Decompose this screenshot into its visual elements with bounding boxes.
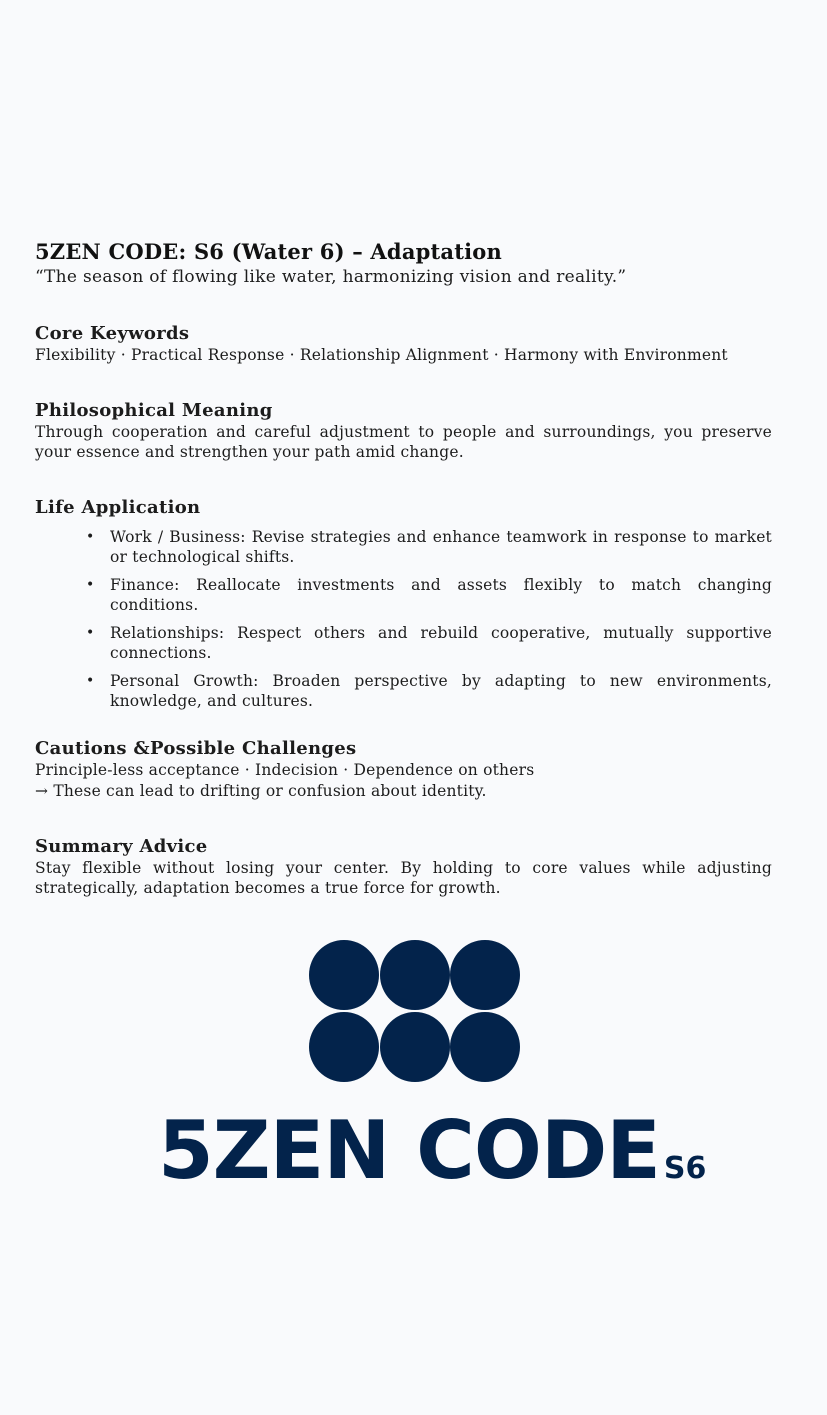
section-core-keywords — [35, 322, 772, 365]
list-item — [86, 623, 772, 663]
list-item — [86, 671, 772, 711]
section-cautions — [35, 737, 772, 801]
page-quote: “The season of flowing like water, harmonizing vision and reality.” — [35, 267, 627, 287]
list-item-text: Work / Business: Revise strategies and enhance teamwork in response to market or technological shifts. — [110, 528, 772, 566]
section-heading: Cautions &Possible Challenges — [35, 738, 357, 759]
logo-dots-icon — [309, 938, 521, 1082]
cautions-note-text: → These can lead to drifting or confusion about identity. — [35, 782, 487, 800]
brand-logo — [0, 938, 827, 1218]
logo-dot — [309, 940, 379, 1010]
logo-code-text: S6 — [663, 1151, 707, 1186]
logo-dot — [380, 1012, 450, 1082]
list-item — [86, 527, 772, 567]
list-item-text: Relationships: Respect others and rebuild cooperative, mutually supportive connections. — [110, 624, 772, 662]
logo-wordmark-text: 5ZEN CODE — [158, 1104, 660, 1197]
summary-text: Stay flexible without losing your center. By holding to core values while adjusting strategically, adaptation becomes a true force for growth. — [35, 859, 772, 897]
section-heading: Core Keywords — [35, 323, 190, 344]
logo-dot — [450, 1012, 520, 1082]
page-title: 5ZEN CODE: S6 (Water 6) – Adaptation — [35, 239, 502, 264]
bullet-icon: • — [86, 577, 95, 593]
bullet-icon: • — [86, 529, 95, 545]
document-content — [35, 238, 772, 898]
bullet-icon: • — [86, 625, 95, 641]
list-item — [86, 575, 772, 615]
application-list — [35, 527, 772, 711]
section-philosophical-meaning — [35, 399, 772, 462]
section-summary-advice — [35, 835, 772, 898]
section-heading: Life Application — [35, 497, 201, 518]
section-heading: Summary Advice — [35, 836, 208, 857]
section-life-application — [35, 496, 772, 711]
section-heading: Philosophical Meaning — [35, 400, 273, 421]
meaning-text: Through cooperation and careful adjustment to people and surroundings, you preserve your essence and strengthen your path amid change. — [35, 423, 772, 461]
logo-dot — [309, 1012, 379, 1082]
logo-dot — [380, 940, 450, 1010]
logo-wordmark — [158, 1106, 706, 1214]
keywords-text: Flexibility · Practical Response · Relationship Alignment · Harmony with Environment — [35, 346, 728, 364]
list-item-text: Personal Growth: Broaden perspective by adapting to new environments, knowledge, and cultures. — [110, 672, 772, 710]
list-item-text: Finance: Reallocate investments and assets flexibly to match changing conditions. — [110, 576, 772, 614]
logo-dot — [450, 940, 520, 1010]
bullet-icon: • — [86, 673, 95, 689]
cautions-list-text: Principle-less acceptance · Indecision · Dependence on others — [35, 761, 535, 779]
